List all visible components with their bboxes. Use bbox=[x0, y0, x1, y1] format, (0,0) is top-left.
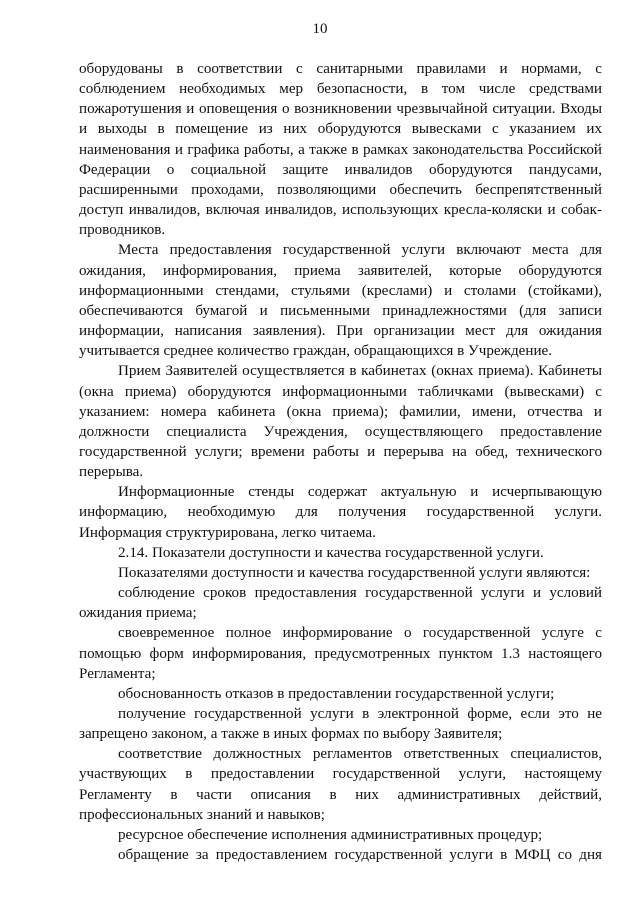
indicator-item-electronic: получение государственной услуги в электронной форме, если это не запрещено законом, а также в иных формах по выбору Заявителя; bbox=[79, 706, 602, 743]
indicator-item-resources: ресурсное обеспечение исполнения административных процедур; bbox=[118, 826, 543, 843]
paragraph-facility-equipment: оборудованы в соответствии с санитарными правилами и нормами, с соблюдением необходимых мер безопасности, в том числе средствами пожаротушения и оповещения о возникновении чрезвычайной ситуации. Входы и выходы в помещение из них оборудуются вывесками с указанием их наименования и графика работы, а также в рамках законодательства Российской Федерации о социальной защите инвалидов оборудуются пандусами, расширенными проходами, позволяющими обеспечить беспрепятственный доступ инвалидов, включая инвалидов, использующих кресла-коляски и собак-проводников. bbox=[79, 61, 602, 239]
paragraph-service-locations: Места предоставления государственной услуги включают места для ожидания, информирования, приема заявителей, которые оборудуются информационными стендами, стульями (креслами) и столами (стойками), обеспечиваются бумагой и письменными принадлежностями (для записи информации, написания заявления). При организации мест для ожидания учитывается среднее количество граждан, обращающихся в Учреждение. bbox=[79, 242, 602, 360]
section-heading-2-14: 2.14. Показатели доступности и качества государственной услуги. bbox=[118, 544, 544, 561]
paragraph-info-stands: Информационные стенды содержат актуальную и исчерпывающую информацию, необходимую для получения государственной услуги. Информация структурирована, легко читаема. bbox=[79, 484, 602, 541]
paragraph-indicators-intro: Показателями доступности и качества государственной услуги являются: bbox=[118, 564, 591, 581]
indicator-item-regulations: соответствие должностных регламентов ответственных специалистов, участвующих в предоставлении государственной услуги, настоящему Регламенту в части описания в них административных действий, профессиональных знаний и навыков; bbox=[79, 746, 602, 823]
document-body bbox=[79, 59, 602, 865]
indicator-item-informing: своевременное полное информирование о государственной услуге с помощью форм информирования, предусмотренных пунктом 1.3 настоящего Регламента; bbox=[79, 625, 602, 682]
indicator-item-mfc: обращение за предоставлением государственной услуги в МФЦ со дня bbox=[118, 847, 602, 864]
indicator-item-refusals: обоснованность отказов в предоставлении государственной услуги; bbox=[118, 685, 555, 702]
indicator-item-deadlines: соблюдение сроков предоставления государственной услуги и условий ожидания приема; bbox=[79, 585, 602, 622]
page-number: 10 bbox=[312, 21, 328, 37]
paragraph-applicant-reception: Прием Заявителей осуществляется в кабинетах (окнах приема). Кабинеты (окна приема) оборудуются информационными табличками (вывесками) с указанием: номера кабинета (окна приема); фамилии, имени, отчества и должности специалиста Учреждения, осуществляющего предоставление государственной услуги; времени работы и перерыва на обед, технического перерыва. bbox=[79, 363, 602, 481]
